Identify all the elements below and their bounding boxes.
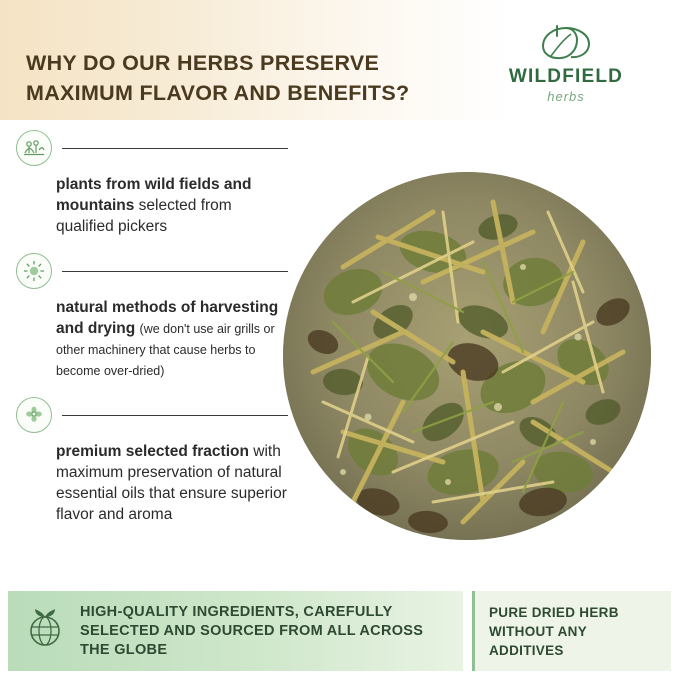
feature-item-premium-fraction — [16, 395, 306, 525]
feature-header — [16, 251, 306, 291]
logo-brand-name: WILDFIELD — [508, 66, 624, 87]
bottom-banner-row — [0, 591, 679, 679]
feature-strong-text: plants from wild fields and mountains — [56, 176, 252, 214]
banner-high-quality-ingredients — [8, 591, 463, 671]
sun-icon — [16, 253, 52, 289]
feature-text — [56, 174, 288, 237]
divider-line — [62, 415, 288, 416]
banner-text: HIGH-QUALITY INGREDIENTS, CAREFULLY SELECTED AND SOURCED FROM ALL ACROSS THE GLOBE — [80, 603, 424, 658]
flower-icon — [16, 397, 52, 433]
feature-header — [16, 128, 306, 168]
banner-text: PURE DRIED HERB WITHOUT ANY ADDITIVES — [489, 604, 619, 658]
globe-leaf-icon — [22, 606, 68, 657]
feature-strong-text: natural methods of harvesting and drying — [56, 299, 279, 337]
logo-tagline: herbs — [547, 89, 585, 104]
brand-logo — [471, 22, 661, 104]
feature-rest-text: selected from qualified pickers — [56, 197, 232, 235]
page-title — [26, 48, 456, 108]
feature-list — [16, 128, 306, 539]
feature-text — [56, 441, 288, 525]
feature-rest-text: with maximum preservation of natural essential oils that ensure superior flavor and aroma — [56, 443, 287, 523]
wild-field-icon — [16, 130, 52, 166]
divider-line — [62, 148, 288, 149]
feature-item-wild-fields — [16, 128, 306, 237]
banner-pure-dried-herb — [472, 591, 671, 671]
leaf-pair-icon — [471, 22, 661, 64]
feature-header — [16, 395, 306, 435]
feature-item-natural-drying — [16, 251, 306, 381]
feature-text — [56, 297, 288, 381]
product-photo — [283, 172, 651, 540]
divider-line — [62, 271, 288, 272]
headline-line-1: WHY DO OUR HERBS PRESERVE — [26, 51, 380, 75]
headline-line-2: MAXIMUM FLAVOR AND BENEFITS? — [26, 81, 410, 105]
feature-strong-text: premium selected fraction — [56, 443, 249, 460]
feature-note-text: (we don't use air grills or other machinery that cause herbs to become over-dried) — [56, 322, 275, 378]
